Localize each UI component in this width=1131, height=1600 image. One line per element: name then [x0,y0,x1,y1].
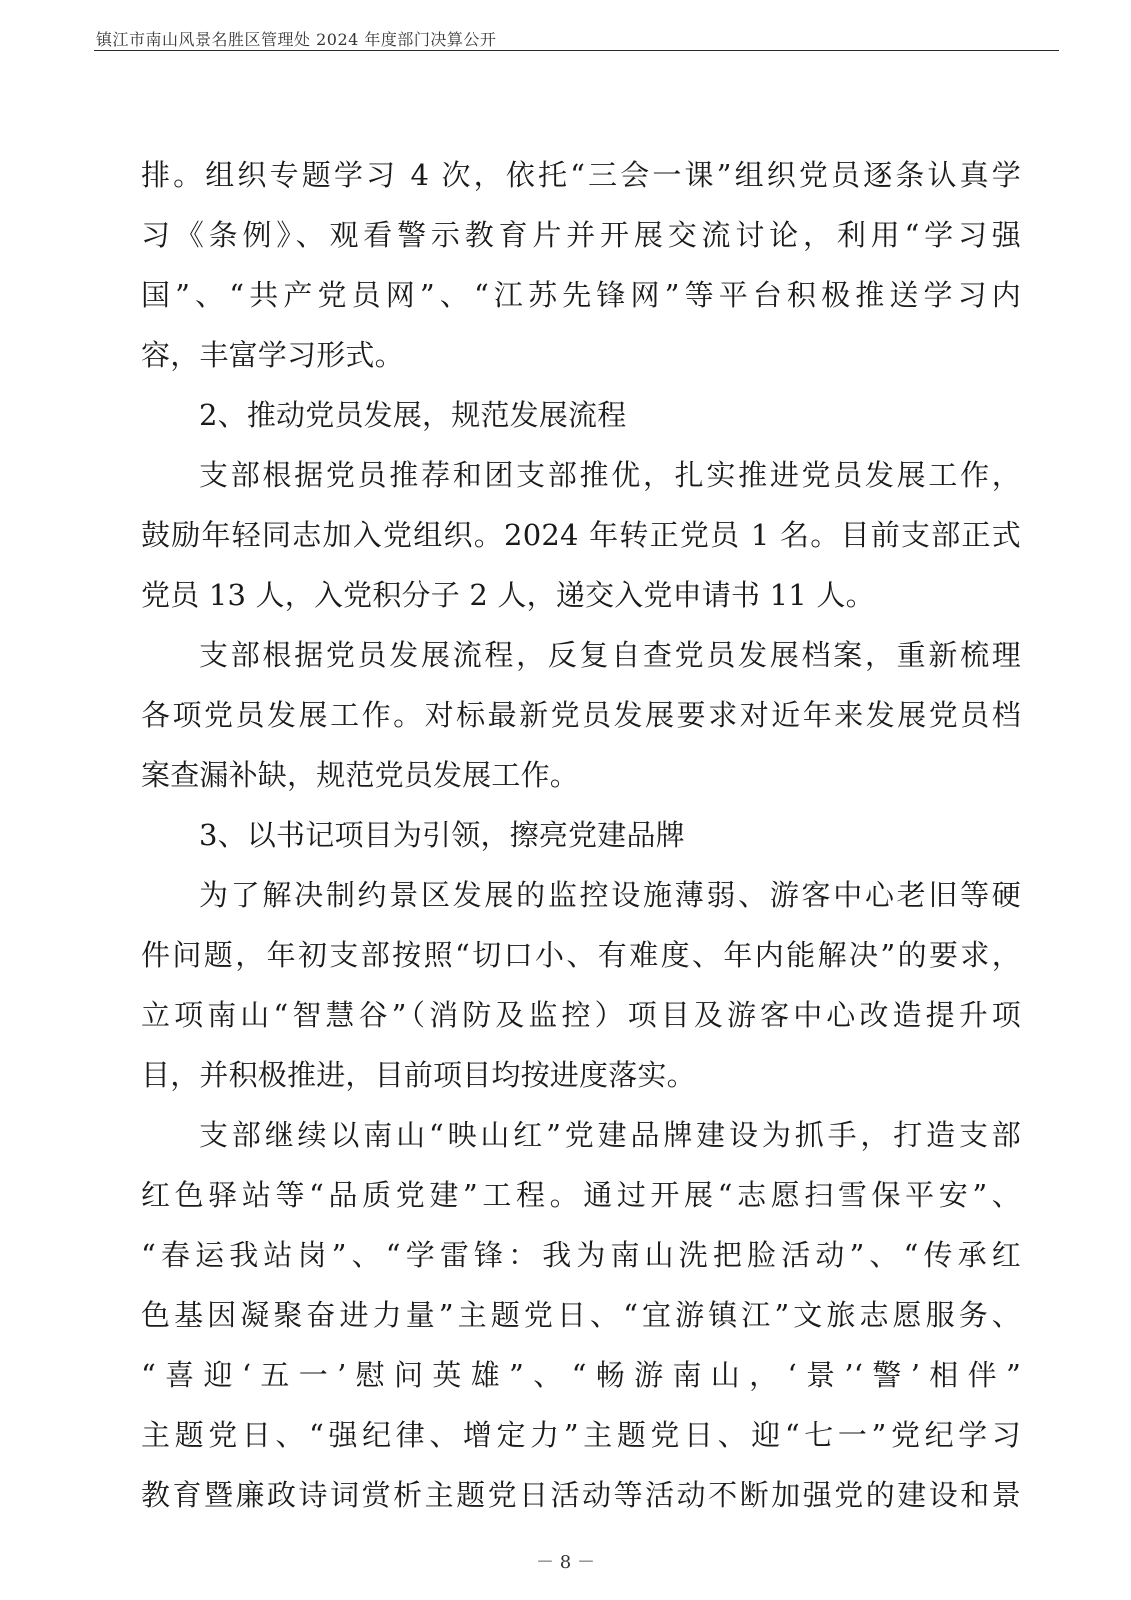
paragraph-line: 排。组织专题学习 4 次，依托“三会一课”组织党员逐条认真学 [141,158,1021,192]
paragraph-line: 件问题，年初支部按照“切口小、有难度、年内能解决”的要求， [141,938,1021,972]
paragraph-line: 党员 13 人，入党积分子 2 人，递交入党申请书 11 人。 [141,578,875,612]
section-heading: 3、以书记项目为引领，擦亮党建品牌 [199,818,685,852]
page-header [94,24,1059,51]
paragraph-line: 各项党员发展工作。对标最新党员发展要求对近年来发展党员档 [141,698,1021,732]
paragraph-line: 鼓励年轻同志加入党组织。2024 年转正党员 1 名。目前支部正式 [141,518,1021,552]
paragraph-line: 容，丰富学习形式。 [141,338,404,372]
section-heading: 2、推动党员发展，规范发展流程 [199,398,627,432]
body-text [141,145,1021,1525]
paragraph-line: 习《条例》、观看警示教育片并开展交流讨论，利用“学习强 [141,218,1021,252]
paragraph-line: 立项南山“智慧谷”（消防及监控）项目及游客中心改造提升项 [141,998,1021,1032]
paragraph-line: 教育暨廉政诗词赏析主题党日活动等活动不断加强党的建设和景 [141,1478,1021,1512]
paragraph-line: 为了解决制约景区发展的监控设施薄弱、游客中心老旧等硬 [199,878,1021,912]
paragraph-line: 国”、“共产党员网”、“江苏先锋网”等平台积极推送学习内 [141,278,1021,312]
paragraph-line: 支部根据党员发展流程，反复自查党员发展档案，重新梳理 [199,638,1021,672]
paragraph-line: 主题党日、“强纪律、增定力”主题党日、迎“七一”党纪学习 [141,1418,1021,1452]
paragraph-line: 支部根据党员推荐和团支部推优，扎实推进党员发展工作， [199,458,1021,492]
page-number: － 8 － [536,1552,595,1573]
paragraph-line: 案查漏补缺，规范党员发展工作。 [141,758,580,792]
paragraph-line: 目，并积极推进，目前项目均按进度落实。 [141,1058,696,1092]
paragraph-line: 红色驿站等“品质党建”工程。通过开展“志愿扫雪保平安”、 [141,1178,1021,1212]
paragraph-line: “春运我站岗”、“学雷锋：我为南山洗把脸活动”、“传承红 [141,1238,1021,1272]
document-title: 镇江市南山风景名胜区管理处 2024 年度部门决算公开 [96,30,497,49]
paragraph-line: 支部继续以南山“映山红”党建品牌建设为抓手，打造支部 [199,1118,1021,1152]
paragraph-line: 色基因凝聚奋进力量”主题党日、“宜游镇江”文旅志愿服务、 [141,1298,1021,1332]
paragraph-line: “喜迎‘五一’慰问英雄”、“畅游南山，‘景’‘警’相伴” [141,1358,1021,1392]
